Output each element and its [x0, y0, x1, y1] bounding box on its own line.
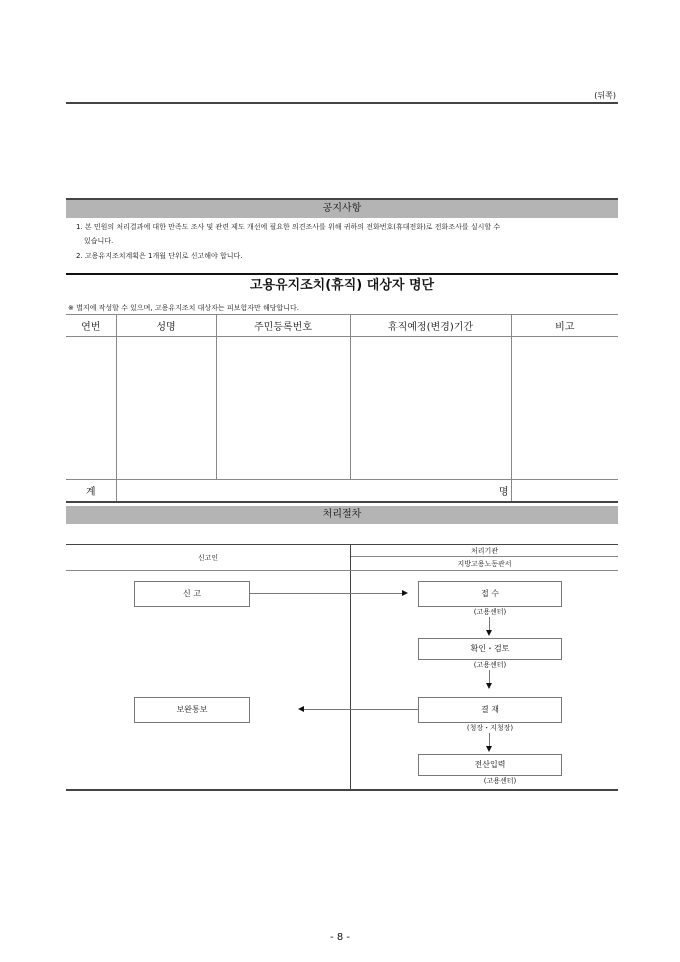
entry-period-cell[interactable]	[350, 337, 511, 480]
col-header-period: 휴직예정(변경)기간	[350, 315, 511, 337]
step-approve-box: 결 재	[418, 697, 562, 723]
notice-item-1: 1. 본 민원의 처리결과에 대한 만족도 조사 및 관련 제도 개선에 필요한 의견조사를 위해 귀하의 전화번호(휴대전화)로 전화조사를 실시할 수	[76, 223, 501, 231]
roster-entry-row	[66, 337, 618, 480]
roster-title: 고용유지조치(휴직) 대상자 명단	[66, 273, 618, 297]
total-remarks-cell[interactable]	[511, 480, 618, 503]
arrow-review-to-approve	[489, 670, 490, 684]
total-unit: 명	[498, 487, 509, 498]
step-notify-box: 보완통보	[134, 697, 250, 723]
roster-table	[66, 314, 618, 503]
arrow-approve-to-notify	[304, 709, 418, 710]
notice-heading: 공지사항	[66, 198, 618, 218]
step-review-by: (고용센터)	[473, 661, 507, 669]
col-header-name: 성명	[116, 315, 216, 337]
agency-header: 처리기관	[470, 547, 499, 555]
roster-total-row	[66, 480, 618, 503]
agency-name: 지방고용노동관서	[457, 560, 512, 568]
total-count-cell[interactable]	[116, 480, 511, 503]
top-rule	[66, 102, 618, 104]
col-header-id: 주민등록번호	[216, 315, 350, 337]
step-approve-by: (청장・지청장)	[466, 724, 514, 732]
arrow-report-to-receive	[249, 593, 402, 594]
total-label: 계	[66, 480, 116, 503]
step-review-box: 확인・검토	[418, 638, 562, 660]
agency-header-rule	[351, 556, 618, 557]
step-input-by: (고용센터)	[483, 777, 517, 785]
roster-note: ※ 별지에 작성할 수 있으며, 고용유지조치 대상자는 피보험자만 해당합니다.	[68, 304, 299, 312]
notice-item-2: 2. 고용유지조치계획은 1개월 단위로 신고해야 합니다.	[76, 252, 243, 260]
procedure-heading: 처리절차	[66, 506, 618, 524]
reporter-header: 신고인	[197, 554, 219, 562]
arrow-head-right	[402, 590, 408, 596]
step-receive-box: 접 수	[418, 581, 562, 607]
arrow-head-down-2	[486, 683, 492, 689]
arrow-receive-to-review	[489, 617, 490, 631]
arrow-approve-to-input	[489, 733, 490, 747]
procedure-bottom-rule	[66, 789, 618, 791]
arrow-head-down-1	[486, 630, 492, 636]
entry-no-cell[interactable]	[66, 337, 116, 480]
roster-header-row	[66, 315, 618, 337]
entry-remarks-cell[interactable]	[511, 337, 618, 480]
procedure-header-rule	[66, 570, 618, 571]
notice-item-1-cont: 있습니다.	[84, 237, 114, 245]
entry-id-cell[interactable]	[216, 337, 350, 480]
step-report-box: 신 고	[134, 581, 250, 607]
page-number: - 8 -	[330, 932, 350, 943]
back-side-label: (뒤쪽)	[594, 91, 616, 100]
entry-name-cell[interactable]	[116, 337, 216, 480]
col-header-remarks: 비고	[511, 315, 618, 337]
procedure-divider	[350, 544, 351, 790]
arrow-head-down-3	[486, 746, 492, 752]
step-receive-by: (고용센터)	[473, 608, 507, 616]
procedure-top-rule	[66, 544, 618, 545]
step-input-box: 전산입력	[418, 754, 562, 776]
col-header-no: 연번	[66, 315, 116, 337]
